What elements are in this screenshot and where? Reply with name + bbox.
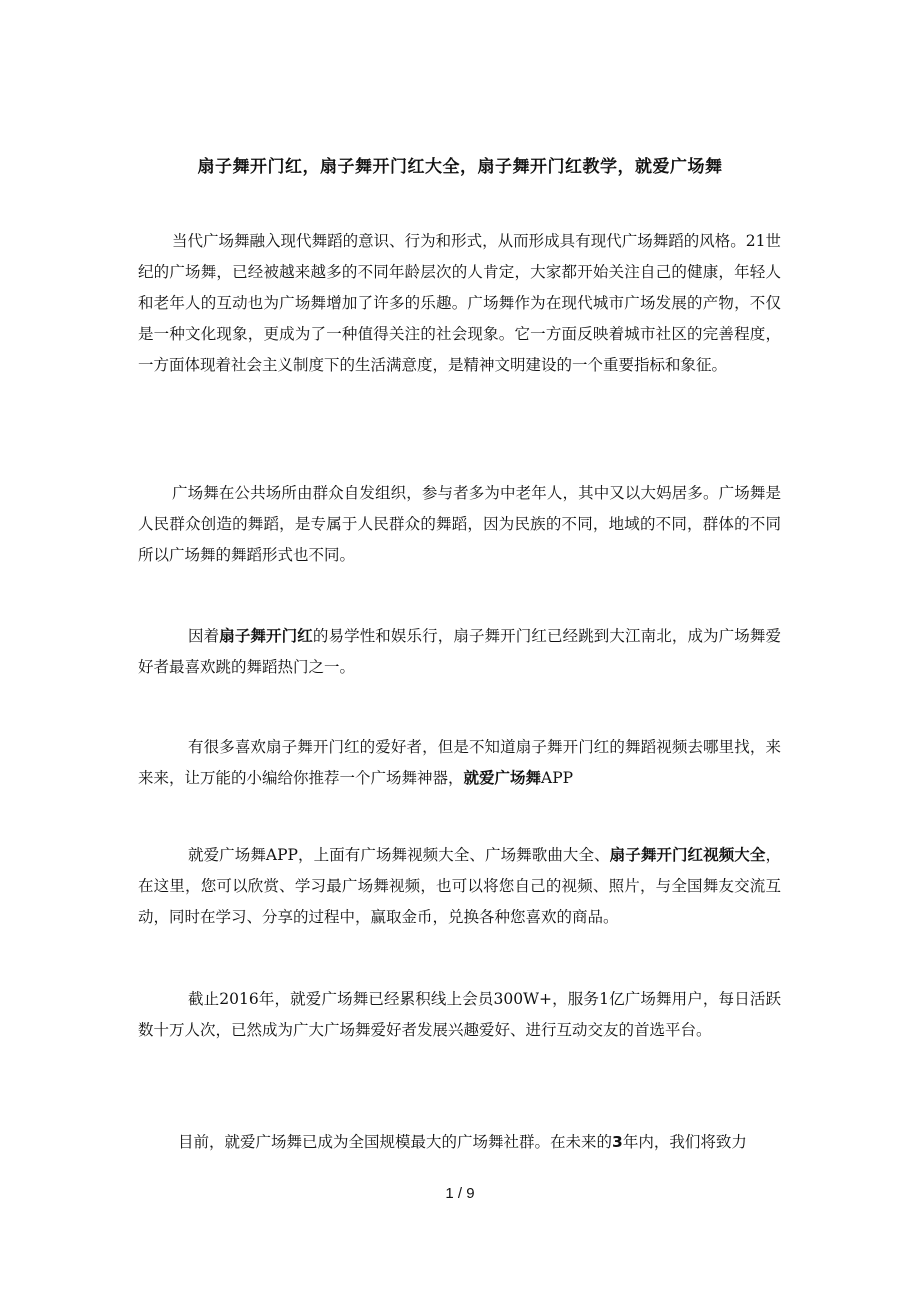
highlight-app-name: 就爱广场舞 bbox=[463, 769, 542, 787]
paragraph-text: 就爱广场舞APP，上面有广场舞视频大全、广场舞歌曲大全、 bbox=[188, 846, 610, 864]
paragraph-statistics: 截止2016年，就爱广场舞已经累积线上会员300W+，服务1亿广场舞用户，每日活跃数十万人次，已然成为广大广场舞爱好者发展兴趣爱好、进行互动交友的首选平台。 bbox=[138, 990, 781, 1039]
paragraph-text: APP bbox=[541, 769, 574, 787]
highlight-dance-name: 扇子舞开门红 bbox=[219, 627, 313, 645]
paragraph-text: 因着 bbox=[188, 627, 220, 645]
highlight-video-collection: 扇子舞开门红视频大全 bbox=[609, 846, 766, 864]
paragraph-future bbox=[138, 1127, 781, 1158]
paragraph-popularity bbox=[138, 621, 781, 683]
paragraph-participants: 广场舞在公共场所由群众自发组织，参与者多为中老年人，其中又以大妈居多。广场舞是人民群众创造的舞蹈，是专属于人民群众的舞蹈，因为民族的不同，地域的不同，群体的不同所以广场舞的舞蹈形式也不同。 bbox=[138, 484, 781, 564]
paragraph-recommendation bbox=[138, 732, 781, 794]
highlight-number: 3 bbox=[612, 1133, 623, 1151]
paragraph-text: 年内，我们将致力 bbox=[622, 1133, 747, 1151]
paragraph-text: 有很多喜欢扇子舞开门红的爱好者，但是不知道扇子舞开门红的舞蹈视频去哪里找，来来来，让万能的小编给你推荐一个广场舞神器， bbox=[138, 738, 781, 787]
page-number: 1 / 9 bbox=[445, 1185, 475, 1202]
document-title: 扇子舞开门红，扇子舞开门红大全，扇子舞开门红教学，就爱广场舞 bbox=[197, 157, 723, 177]
paragraph-text: 的易学性和娱乐行，扇子舞开门红已经跳到大江南北，成为广场舞爱好者最喜欢跳的舞蹈热门之一。 bbox=[138, 627, 781, 676]
paragraph-app-features bbox=[138, 840, 781, 933]
paragraph-intro: 当代广场舞融入现代舞蹈的意识、行为和形式，从而形成具有现代广场舞蹈的风格。21世纪的广场舞，已经被越来越多的不同年龄层次的人肯定，大家都开始关注自己的健康，年轻人和老年人的互动也为广场舞增加了许多的乐趣。广场舞作为在现代城市广场发展的产物，不仅是一种文化现象，更成为了一种值得关注的社会现象。它一方面反映着城市社区的完善程度，一方面体现着社会主义制度下的生活满意度，是精神文明建设的一个重要指标和象征。 bbox=[138, 232, 781, 374]
paragraph-text: ，在这里，您可以欣赏、学习最广场舞视频，也可以将您自己的视频、照片，与全国舞友交流互动，同时在学习、分享的过程中，赢取金币，兑换各种您喜欢的商品。 bbox=[138, 846, 781, 926]
paragraph-text: 目前，就爱广场舞已成为全国规模最大的广场舞社群。在未来的 bbox=[178, 1133, 613, 1151]
